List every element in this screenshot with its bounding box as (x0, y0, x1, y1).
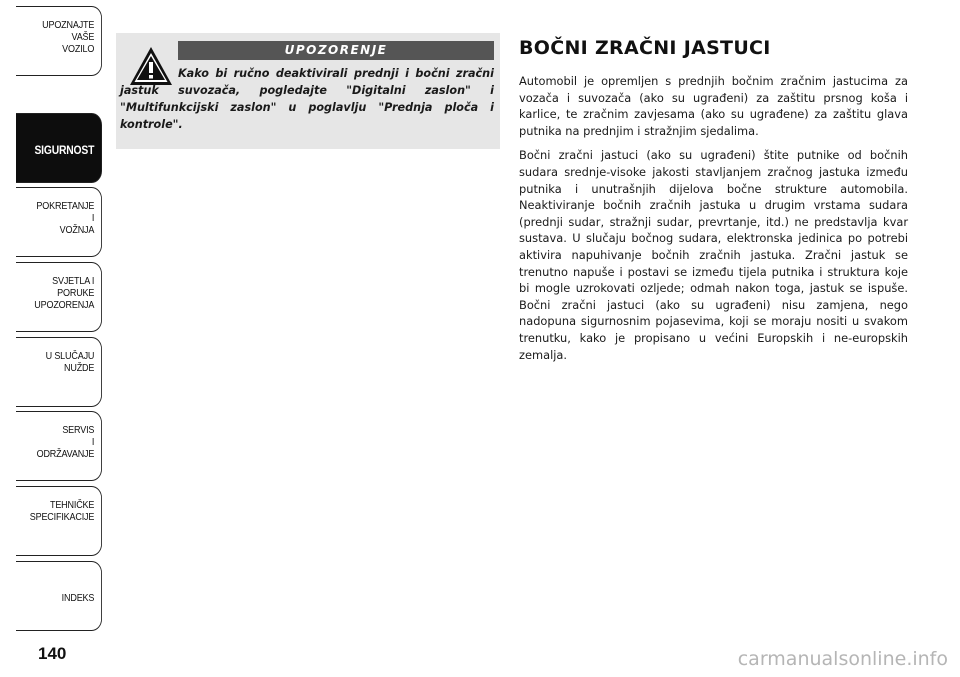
article-title: BOČNI ZRAČNI JASTUCI (519, 37, 771, 59)
tab-servis-i-odrzavanje[interactable]: SERVIS I ODRŽAVANJE (16, 411, 102, 481)
watermark: carmanualsonline.info (737, 648, 948, 670)
tab-indeks[interactable]: INDEKS (16, 561, 102, 631)
tab-upoznajte-vase-vozilo[interactable]: UPOZNAJTE VAŠE VOZILO (16, 6, 102, 76)
warning-box (116, 33, 500, 149)
tab-u-slucaju-nuzde[interactable]: U SLUČAJU NUŽDE (16, 337, 102, 407)
article-paragraph: Automobil je opremljen s prednjih bočnim zračnim jastucima za vozača i suvozača (ako su ugrađeni) za zaštitu prsnog koša i karlice, te zračnim zavjesama (ako su ugrađene) za zaštitu glava putnika na prednjim i stražnjim sjedalima. (519, 74, 908, 138)
tab-pokretanje-i-voznja[interactable]: POKRETANJE I VOŽNJA (16, 187, 102, 257)
chapter-sidebar (0, 0, 106, 640)
tab-sigurnost[interactable]: SIGURNOST (16, 113, 102, 183)
article-paragraph: Bočni zračni jastuci (ako su ugrađeni) štite putnike od bočnih sudara srednje-visoke jakosti stavljanjem zračnog jastuka između putnika i unutrašnjih dijelova bočne strukture automobila. Neaktiviranje bočnih zračnih jastuka u drugim vrstama sudara (prednji sudar, stražnji sudar, prevrtanje, itd.) ne predstavlja kvar sustava. U slučaju bočnog sudara, elektronska jedinica po potrebi aktivira napuhivanje bočnih zračnih jastuka. Zračni jastuk se trenutno napuše i postavi se između tijela putnika i struktura koje bi mogle uzrokovati ozljede; odmah nakon toga, jastuk se ispuše. Bočni zračni jastuci (ako su ugrađeni) nisu zamjena, nego nadopuna sigurnosnim pojasevima, koji se moraju nositi u svakom trenutku, kako je propisano u većini Europskih i ne-europskih zemalja. (519, 148, 908, 362)
warning-header: UPOZORENJE (178, 41, 494, 60)
warning-text: Kako bi ručno deaktivirali prednji i bočni zračni jastuk suvozača, pogledajte "Digitalni zaslon" i "Multifunkcijski zaslon" u poglavlju "Prednja ploča i kontrole". (120, 67, 494, 131)
tab-svjetla-i-poruke-upozorenja[interactable]: SVJETLA I PORUKE UPOZORENJA (16, 262, 102, 332)
tab-tehnicke-specifikacije[interactable]: TEHNIČKE SPECIFIKACIJE (16, 486, 102, 556)
page-number: 140 (38, 644, 67, 663)
article (519, 37, 908, 371)
